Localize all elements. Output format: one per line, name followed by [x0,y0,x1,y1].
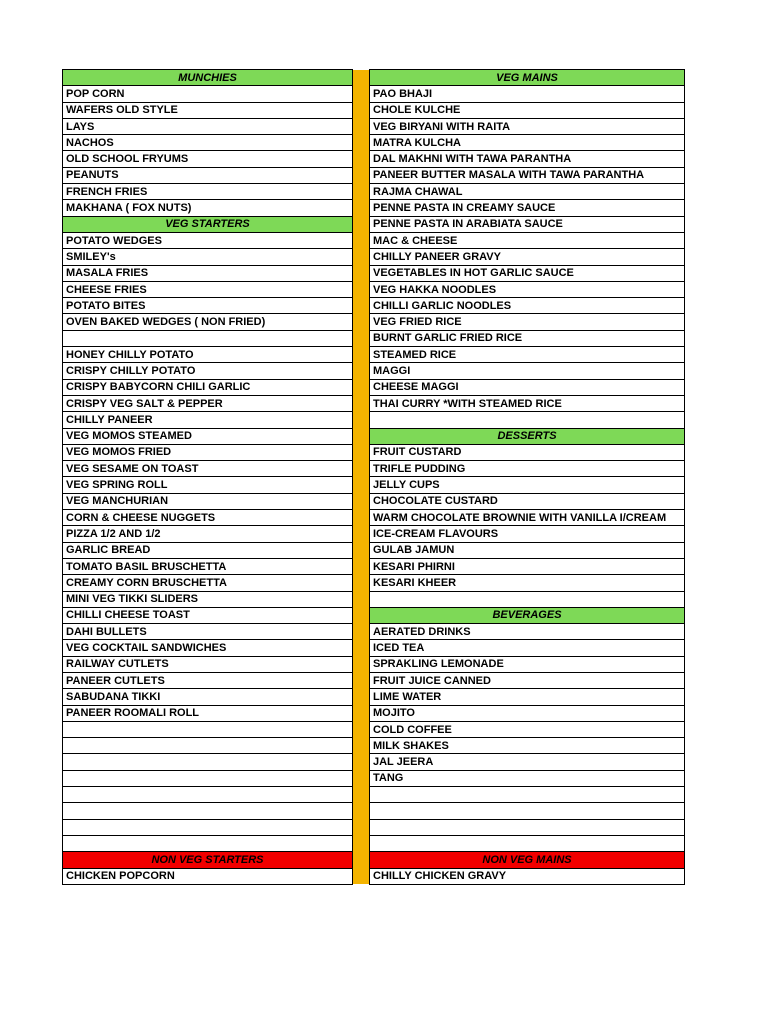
menu-item: CHILLI CHEESE TOAST [63,607,353,623]
menu-item: SABUDANA TIKKI [63,689,353,705]
menu-item: MAGGI [370,363,685,379]
menu-item: SMILEY's [63,249,353,265]
separator-cell [353,770,370,786]
menu-item: THAI CURRY *WITH STEAMED RICE [370,395,685,411]
table-row [63,640,685,656]
table-row [63,395,685,411]
section-header-veg-starters: VEG STARTERS [63,216,353,232]
section-header-beverages: BEVERAGES [370,607,685,623]
empty-cell [63,721,353,737]
separator-cell [353,868,370,884]
separator-cell [353,558,370,574]
table-row [63,167,685,183]
separator-cell [353,184,370,200]
menu-item: CHOLE KULCHE [370,102,685,118]
separator-cell [353,444,370,460]
table-row [63,347,685,363]
menu-item: PANEER BUTTER MASALA WITH TAWA PARANTHA [370,167,685,183]
table-row [63,281,685,297]
table-row [63,477,685,493]
menu-item: KESARI KHEER [370,575,685,591]
menu-item: PEANUTS [63,167,353,183]
separator-cell [353,314,370,330]
menu-item: MINI VEG TIKKI SLIDERS [63,591,353,607]
menu-item: CHILLY PANEER [63,412,353,428]
menu-item: CHILLY PANEER GRAVY [370,249,685,265]
section-header-non-veg-starters: NON VEG STARTERS [63,852,353,868]
menu-item: VEG MOMOS STEAMED [63,428,353,444]
separator-cell [353,526,370,542]
separator-cell [353,363,370,379]
empty-cell [63,754,353,770]
separator-cell [353,232,370,248]
menu-item: LIME WATER [370,689,685,705]
table-row [63,444,685,460]
menu-item: LAYS [63,118,353,134]
separator-cell [353,70,370,86]
separator-cell [353,118,370,134]
menu-item: VEG MANCHURIAN [63,493,353,509]
separator-cell [353,298,370,314]
separator-cell [353,86,370,102]
table-row [63,330,685,346]
menu-item: MILK SHAKES [370,738,685,754]
menu-item: CHILLI GARLIC NOODLES [370,298,685,314]
separator-cell [353,852,370,868]
menu-item: PENNE PASTA IN CREAMY SAUCE [370,200,685,216]
table-row [63,672,685,688]
table-row [63,526,685,542]
menu-item: JAL JEERA [370,754,685,770]
empty-cell [63,330,353,346]
separator-cell [353,640,370,656]
menu-item: RAJMA CHAWAL [370,184,685,200]
empty-cell [370,803,685,819]
separator-cell [353,379,370,395]
empty-cell [63,819,353,835]
separator-cell [353,754,370,770]
menu-item: MATRA KULCHA [370,135,685,151]
table-row [63,624,685,640]
separator-cell [353,216,370,232]
table-row [63,510,685,526]
section-header-munchies: MUNCHIES [63,70,353,86]
separator-cell [353,428,370,444]
separator-cell [353,493,370,509]
table-row [63,607,685,623]
menu-item: CRISPY BABYCORN CHILI GARLIC [63,379,353,395]
menu-item: CRISPY VEG SALT & PEPPER [63,395,353,411]
menu-item: WAFERS OLD STYLE [63,102,353,118]
menu-item: VEG SPRING ROLL [63,477,353,493]
menu-item: VEG HAKKA NOODLES [370,281,685,297]
menu-item: VEG MOMOS FRIED [63,444,353,460]
separator-cell [353,705,370,721]
empty-cell [63,835,353,851]
table-row [63,461,685,477]
separator-cell [353,461,370,477]
separator-cell [353,738,370,754]
empty-cell [370,819,685,835]
table-row [63,102,685,118]
separator-cell [353,819,370,835]
separator-cell [353,803,370,819]
menu-item: SPRAKLING LEMONADE [370,656,685,672]
separator-cell [353,510,370,526]
empty-cell [370,835,685,851]
menu-sheet-body [63,70,685,885]
menu-item: CHEESE FRIES [63,281,353,297]
table-row [63,86,685,102]
menu-item: VEGETABLES IN HOT GARLIC SAUCE [370,265,685,281]
table-row [63,803,685,819]
menu-item: PIZZA 1/2 AND 1/2 [63,526,353,542]
menu-item: PANEER ROOMALI ROLL [63,705,353,721]
table-row [63,656,685,672]
table-row [63,379,685,395]
table-row [63,151,685,167]
table-row [63,558,685,574]
separator-cell [353,412,370,428]
menu-item: CORN & CHEESE NUGGETS [63,510,353,526]
separator-cell [353,135,370,151]
table-row [63,428,685,444]
menu-item: MOJITO [370,705,685,721]
table-row [63,118,685,134]
menu-item: HONEY CHILLY POTATO [63,347,353,363]
menu-item: PENNE PASTA IN ARABIATA SAUCE [370,216,685,232]
menu-item: ICED TEA [370,640,685,656]
menu-item: DAL MAKHNI WITH TAWA PARANTHA [370,151,685,167]
menu-sheet [62,69,685,885]
table-row [63,868,685,884]
menu-item: MAKHANA ( FOX NUTS) [63,200,353,216]
table-row [63,232,685,248]
separator-cell [353,249,370,265]
section-header-desserts: DESSERTS [370,428,685,444]
menu-item: CHILLY CHICKEN GRAVY [370,868,685,884]
menu-item: GARLIC BREAD [63,542,353,558]
menu-item: FRENCH FRIES [63,184,353,200]
menu-item: KESARI PHIRNI [370,558,685,574]
separator-cell [353,395,370,411]
table-row [63,216,685,232]
menu-item: VEG FRIED RICE [370,314,685,330]
table-row [63,135,685,151]
table-row [63,412,685,428]
separator-cell [353,672,370,688]
table-row [63,705,685,721]
menu-item: AERATED DRINKS [370,624,685,640]
table-row [63,363,685,379]
menu-item: VEG COCKTAIL SANDWICHES [63,640,353,656]
table-row [63,575,685,591]
empty-cell [63,770,353,786]
menu-item: POTATO WEDGES [63,232,353,248]
separator-cell [353,200,370,216]
separator-cell [353,542,370,558]
separator-cell [353,347,370,363]
separator-cell [353,787,370,803]
menu-item: DAHI BULLETS [63,624,353,640]
empty-cell [370,787,685,803]
empty-cell [63,803,353,819]
table-row [63,819,685,835]
menu-item: VEG SESAME ON TOAST [63,461,353,477]
table-row [63,249,685,265]
menu-item: POTATO BITES [63,298,353,314]
menu-item: FRUIT JUICE CANNED [370,672,685,688]
table-row [63,787,685,803]
separator-cell [353,656,370,672]
menu-item: CREAMY CORN BRUSCHETTA [63,575,353,591]
separator-cell [353,575,370,591]
table-row [63,721,685,737]
separator-cell [353,591,370,607]
menu-item: NACHOS [63,135,353,151]
table-row [63,70,685,86]
table-row [63,542,685,558]
separator-cell [353,281,370,297]
table-row [63,200,685,216]
separator-cell [353,689,370,705]
separator-cell [353,607,370,623]
menu-item: POP CORN [63,86,353,102]
menu-item: JELLY CUPS [370,477,685,493]
separator-cell [353,151,370,167]
menu-item: TOMATO BASIL BRUSCHETTA [63,558,353,574]
section-header-veg-mains: VEG MAINS [370,70,685,86]
menu-item: BURNT GARLIC FRIED RICE [370,330,685,346]
section-header-non-veg-mains: NON VEG MAINS [370,852,685,868]
separator-cell [353,835,370,851]
table-row [63,852,685,868]
menu-item: CHEESE MAGGI [370,379,685,395]
table-row [63,298,685,314]
empty-cell [370,412,685,428]
menu-item: PANEER CUTLETS [63,672,353,688]
menu-item: STEAMED RICE [370,347,685,363]
table-row [63,265,685,281]
menu-item: MASALA FRIES [63,265,353,281]
table-row [63,314,685,330]
separator-cell [353,721,370,737]
separator-cell [353,477,370,493]
separator-cell [353,265,370,281]
table-row [63,754,685,770]
menu-item: FRUIT CUSTARD [370,444,685,460]
separator-cell [353,624,370,640]
menu-item: PAO BHAJI [370,86,685,102]
table-row [63,591,685,607]
menu-item: WARM CHOCOLATE BROWNIE WITH VANILLA I/CREAM [370,510,685,526]
menu-item: OLD SCHOOL FRYUMS [63,151,353,167]
table-row [63,184,685,200]
menu-item: COLD COFFEE [370,721,685,737]
table-row [63,738,685,754]
menu-item: RAILWAY CUTLETS [63,656,353,672]
table-row [63,770,685,786]
empty-cell [63,787,353,803]
menu-item: MAC & CHEESE [370,232,685,248]
table-row [63,689,685,705]
menu-item: GULAB JAMUN [370,542,685,558]
table-row [63,835,685,851]
menu-item: VEG BIRYANI WITH RAITA [370,118,685,134]
menu-item: CHOCOLATE CUSTARD [370,493,685,509]
empty-cell [370,591,685,607]
empty-cell [63,738,353,754]
menu-item: TRIFLE PUDDING [370,461,685,477]
separator-cell [353,167,370,183]
separator-cell [353,102,370,118]
menu-item: OVEN BAKED WEDGES ( NON FRIED) [63,314,353,330]
table-row [63,493,685,509]
menu-item: CHICKEN POPCORN [63,868,353,884]
menu-item: TANG [370,770,685,786]
menu-item: CRISPY CHILLY POTATO [63,363,353,379]
menu-item: ICE-CREAM FLAVOURS [370,526,685,542]
separator-cell [353,330,370,346]
